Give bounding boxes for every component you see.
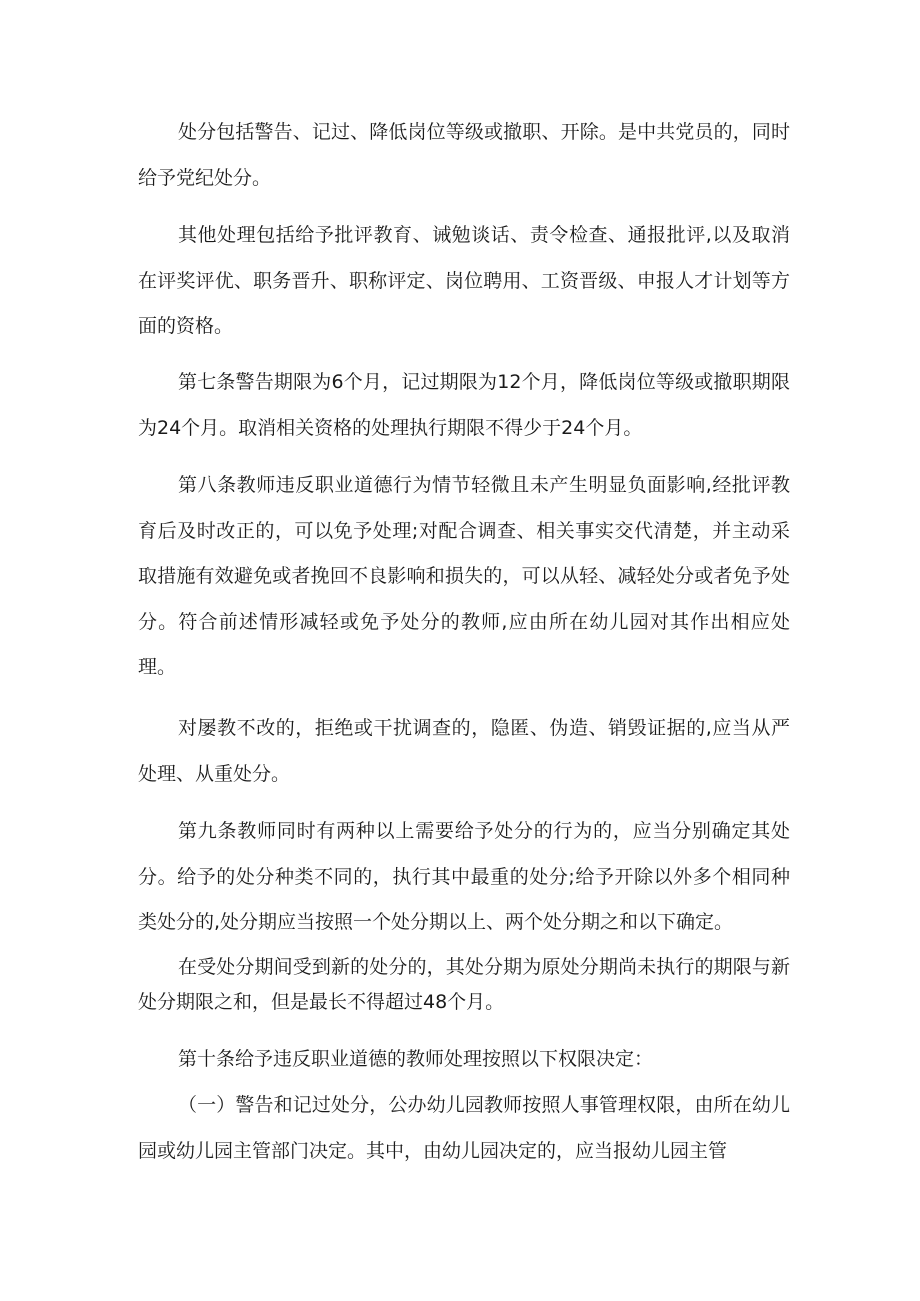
paragraph-article-10: 第十条给予违反职业道德的教师处理按照以下权限决定：	[178, 1048, 654, 1070]
paragraph-new-punishment: 在受处分期间受到新的处分的，其处分期为原处分期尚未执行的期限与新处分期限之和，但是最长不得超过48个月。	[138, 956, 790, 1013]
paragraph-article-9: 第九条教师同时有两种以上需要给予处分的行为的，应当分别确定其处分。给予的处分种类不同的，执行其中最重的处分;给予开除以外多个相同种类处分的,处分期应当按照一个处分期以上、两个处分期之和以下确定。	[138, 820, 790, 933]
paragraph-severe-handling: 对屡教不改的，拒绝或干扰调查的，隐匿、伪造、销毁证据的,应当从严处理、从重处分。	[138, 717, 790, 785]
paragraph-item-1: （一）警告和记过处分，公办幼儿园教师按照人事管理权限，由所在幼儿园或幼儿园主管部门决定。其中，由幼儿园决定的，应当报幼儿园主管	[138, 1094, 790, 1162]
paragraph-punishment-types: 处分包括警告、记过、降低岗位等级或撤职、开除。是中共党员的，同时给予党纪处分。	[138, 121, 790, 189]
paragraph-article-8: 第八条教师违反职业道德行为情节轻微且未产生明显负面影响,经批评教育后及时改正的，可以免予处理;对配合调查、相关事实交代清楚，并主动采取措施有效避免或者挽回不良影响和损失的，可以从轻、减轻处分或者免予处分。符合前述情形减轻或免予处分的教师,应由所在幼儿园对其作出相应处理。	[138, 474, 790, 678]
paragraph-other-handling: 其他处理包括给予批评教育、诫勉谈话、责令检查、通报批评,以及取消在评奖评优、职务晋升、职称评定、岗位聘用、工资晋级、申报人才计划等方面的资格。	[138, 224, 790, 337]
paragraph-article-7: 第七条警告期限为6个月，记过期限为12个月，降低岗位等级或撤职期限为24个月。取消相关资格的处理执行期限不得少于24个月。	[138, 371, 790, 439]
